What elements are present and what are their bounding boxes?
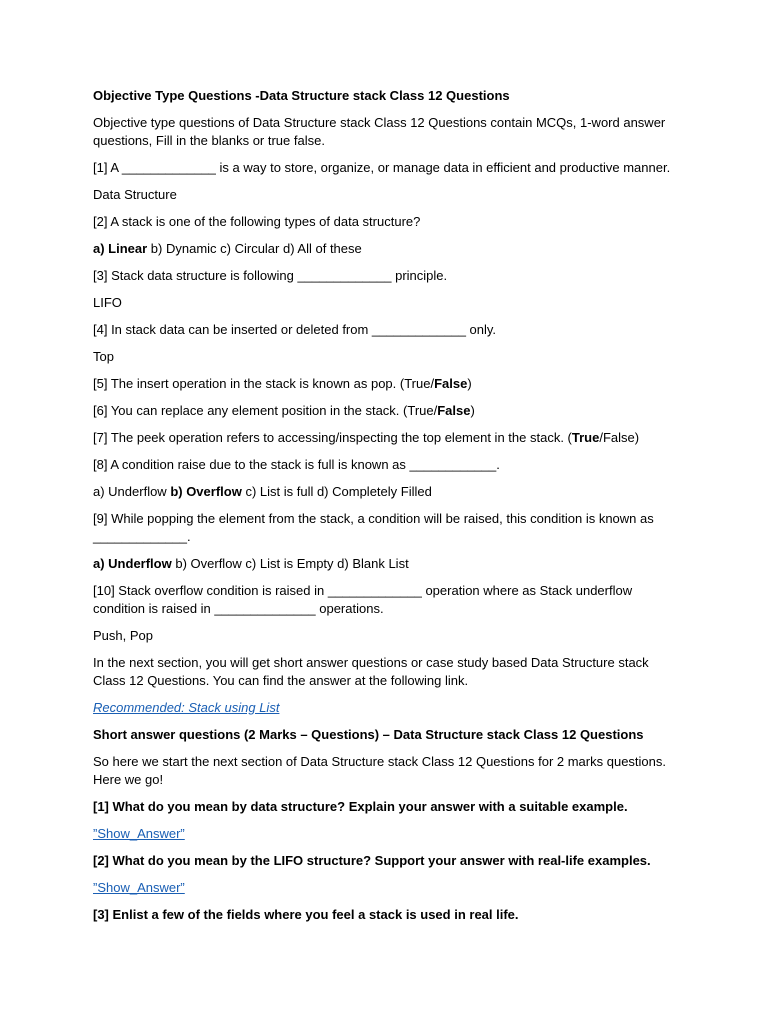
correct-option: b) Overflow: [170, 484, 242, 499]
question-5-answer: False: [434, 376, 468, 391]
recommended-link[interactable]: Recommended: Stack using List: [93, 700, 280, 715]
short-question-3: [3] Enlist a few of the fields where you feel a stack is used in real life.: [93, 907, 519, 922]
show-answer-paragraph-1: [93, 825, 678, 843]
question-2: [2] A stack is one of the following types of data structure?: [93, 214, 421, 229]
next-section-paragraph: In the next section, you will get short answer questions or case study based Data Structure stack Class 12 Questions. You can find the answer at the following link.: [93, 655, 649, 688]
show-answer-link[interactable]: ”Show_Answer”: [93, 880, 185, 895]
question-9: [9] While popping the element from the stack, a condition will be raised, this condition is known as _____________.: [93, 511, 654, 544]
answer-10: Push, Pop: [93, 628, 153, 643]
correct-option: a) Linear: [93, 241, 148, 256]
answer-3: LIFO: [93, 295, 122, 310]
question-10: [10] Stack overflow condition is raised in _____________ operation where as Stack underflow condition is raised in ______________ operations.: [93, 583, 633, 616]
question-7-answer: True: [571, 430, 600, 445]
other-options: b) Dynamic c) Circular d) All of these: [147, 241, 362, 256]
options-2: [93, 240, 678, 258]
other-options: b) Overflow c) List is Empty d) Blank List: [171, 556, 409, 571]
intro-paragraph: Objective type questions of Data Structure stack Class 12 Questions contain MCQs, 1-word answer questions, Fill in the blanks or true false.: [93, 115, 666, 148]
option-8-a: a) Underflow: [93, 484, 171, 499]
answer-1: Data Structure: [93, 187, 177, 202]
short-answer-heading: Short answer questions (2 Marks – Questions) – Data Structure stack Class 12 Questions: [93, 727, 644, 742]
short-question-2: [2] What do you mean by the LIFO structure? Support your answer with real-life examples.: [93, 853, 651, 868]
other-options: c) List is full d) Completely Filled: [241, 484, 432, 499]
show-answer-paragraph-2: [93, 879, 678, 897]
question-8: [8] A condition raise due to the stack is full is known as ____________.: [93, 457, 500, 472]
question-7: [93, 429, 678, 447]
options-9: [93, 555, 678, 573]
question-5: [93, 375, 678, 393]
question-6-answer: False: [437, 403, 471, 418]
show-answer-link[interactable]: ”Show_Answer”: [93, 826, 185, 841]
question-5-close: ): [467, 376, 472, 391]
correct-option: a) Underflow: [93, 556, 172, 571]
question-5-text: [5] The insert operation in the stack is known as pop. (True/: [93, 376, 435, 391]
question-6-close: ): [470, 403, 475, 418]
question-1: [1] A _____________ is a way to store, organize, or manage data in efficient and productive manner.: [93, 160, 671, 175]
short-answer-intro: So here we start the next section of Data Structure stack Class 12 Questions for 2 marks questions. Here we go!: [93, 754, 666, 787]
question-7-close: /False): [599, 430, 640, 445]
question-6: [93, 402, 678, 420]
recommended-paragraph: [93, 699, 678, 717]
question-7-text: [7] The peek operation refers to accessing/inspecting the top element in the stack. (: [93, 430, 572, 445]
options-8: [93, 483, 678, 501]
short-question-1: [1] What do you mean by data structure? Explain your answer with a suitable example.: [93, 799, 628, 814]
answer-4: Top: [93, 349, 114, 364]
question-4: [4] In stack data can be inserted or deleted from _____________ only.: [93, 322, 497, 337]
section-title: Objective Type Questions -Data Structure stack Class 12 Questions: [93, 88, 510, 103]
question-3: [3] Stack data structure is following _____________ principle.: [93, 268, 448, 283]
document-content: [93, 87, 678, 933]
question-6-text: [6] You can replace any element position in the stack. (True/: [93, 403, 438, 418]
